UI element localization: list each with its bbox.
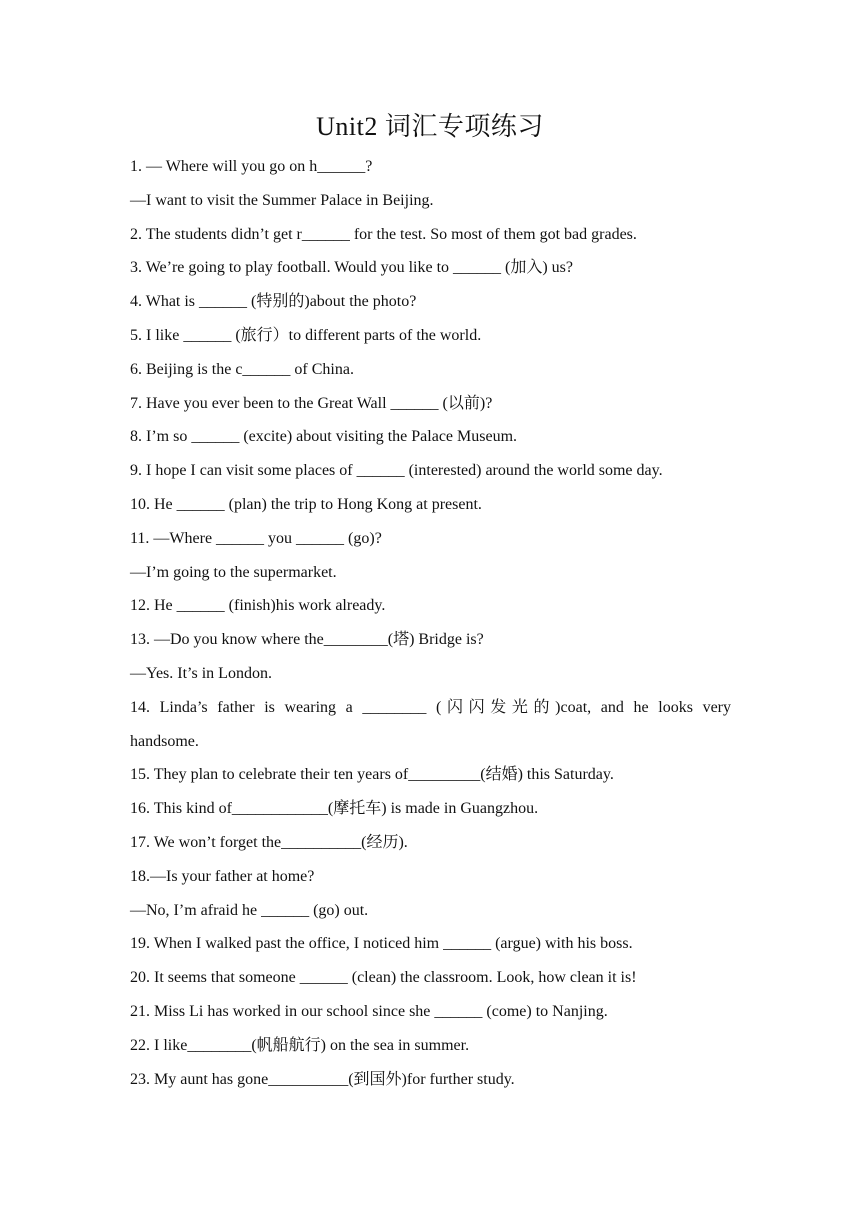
- exercise-line-19: 19. When I walked past the office, I noticed him ______ (argue) with his boss.: [130, 935, 633, 953]
- exercise-line-22: 22. I like________(帆船航行) on the sea in summer.: [130, 1036, 470, 1054]
- exercise-line-2: 2. The students didn’t get r______ for the test. So most of them got bad grades.: [130, 225, 637, 243]
- exercise-line-14-continued: handsome.: [130, 732, 199, 750]
- exercise-line-5: 5. I like ______ (旅行）to different parts of the world.: [130, 326, 482, 344]
- exercise-line-3: 3. We’re going to play football. Would you like to ______ (加入) us?: [130, 259, 573, 277]
- exercise-line-11: 11. —Where ______ you ______ (go)?: [130, 529, 382, 547]
- exercise-line-21: 21. Miss Li has worked in our school since she ______ (come) to Nanjing.: [130, 1002, 608, 1020]
- exercise-line-16: 16. This kind of____________(摩托车) is made in Guangzhou.: [130, 800, 539, 818]
- exercise-line-6: 6. Beijing is the c______ of China.: [130, 360, 354, 378]
- exercise-line-7: 7. Have you ever been to the Great Wall ______ (以前)?: [130, 394, 493, 412]
- exercise-line-8: 8. I’m so ______ (excite) about visiting the Palace Museum.: [130, 428, 518, 446]
- exercise-line-20: 20. It seems that someone ______ (clean) the classroom. Look, how clean it is!: [130, 969, 637, 987]
- exercise-line-12: 12. He ______ (finish)his work already.: [130, 597, 386, 615]
- page-title: Unit2 词汇专项练习: [316, 112, 544, 141]
- exercise-line-18: 18.—Is your father at home?: [130, 867, 315, 885]
- exercise-line-17: 17. We won’t forget the__________(经历).: [130, 833, 408, 851]
- exercise-line-13-answer: —Yes. It’s in London.: [130, 664, 272, 682]
- exercise-line-11-answer: —I’m going to the supermarket.: [130, 563, 337, 581]
- exercise-line-18-answer: —No, I’m afraid he ______ (go) out.: [130, 901, 369, 919]
- exercise-line-9: 9. I hope I can visit some places of ______ (interested) around the world some day.: [130, 462, 663, 480]
- exercise-line-13: 13. —Do you know where the________(塔) Bridge is?: [130, 631, 484, 649]
- exercise-line-1: 1. — Where will you go on h______?: [130, 158, 373, 175]
- exercise-line-10: 10. He ______ (plan) the trip to Hong Kong at present.: [130, 495, 482, 513]
- exercise-line-4: 4. What is ______ (特别的)about the photo?: [130, 293, 417, 311]
- exercise-line-15: 15. They plan to celebrate their ten years of_________(结婚) this Saturday.: [130, 766, 614, 784]
- exercise-line-14: 14. Linda’s father is wearing a ________ (闪闪发光的)coat, and he looks very: [130, 698, 731, 716]
- exercise-line-1-answer: —I want to visit the Summer Palace in Beijing.: [130, 191, 434, 209]
- exercise-line-23: 23. My aunt has gone__________(到国外)for further study.: [130, 1070, 515, 1088]
- exercise-list: [130, 153, 731, 1099]
